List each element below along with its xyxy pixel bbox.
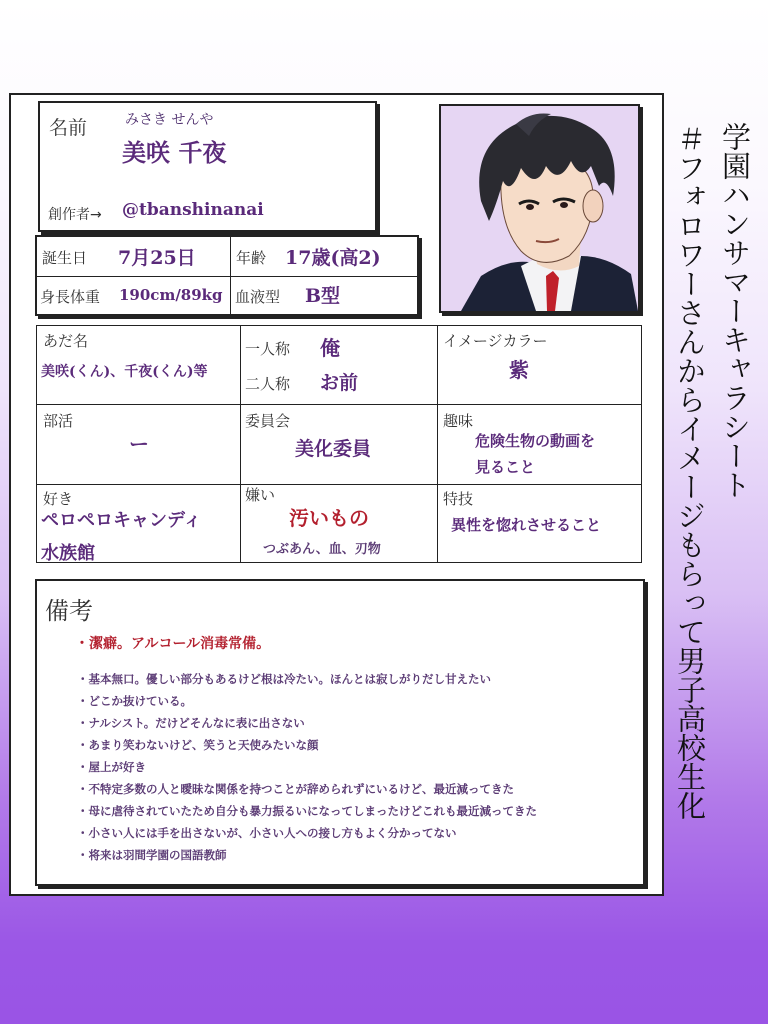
image-color-value: 紫 xyxy=(509,358,529,382)
hobby-label: 趣味 xyxy=(443,412,474,430)
remark-note-item: ・母に虐待されていたため自分も暴力振るいになってしまったけどこれも最近減ってきた xyxy=(77,804,537,818)
dislikes-main-value: 汚いもの xyxy=(289,506,369,530)
character-portrait xyxy=(439,104,640,313)
club-label: 部活 xyxy=(43,412,74,430)
dislikes-sub-value: つぶあん、血、刃物 xyxy=(263,542,381,557)
body-value: 190cm/89kg xyxy=(119,286,223,304)
hobby-value-line2: 見ること xyxy=(475,458,536,476)
remark-note-item: ・あまり笑わないけど、笑うと天使みたいな顔 xyxy=(77,738,319,752)
skill-label: 特技 xyxy=(443,490,474,508)
remarks-box xyxy=(35,579,645,886)
dislikes-label: 嫌い xyxy=(245,486,276,504)
name-label: 名前 xyxy=(49,117,88,139)
stats-box xyxy=(35,235,419,316)
nickname-value: 美咲(くん)、千夜(くん)等 xyxy=(41,364,208,380)
remark-note-item: ・基本無口。優しい部分もあるけど根は冷たい。ほんとは寂しがりだし甘えたい xyxy=(77,672,491,686)
committee-label: 委員会 xyxy=(245,412,291,430)
skill-value: 異性を惚れさせること xyxy=(451,516,602,534)
nickname-label: あだ名 xyxy=(43,332,89,350)
likes-value-line1: ペロペロキャンディ xyxy=(41,510,202,531)
first-person-value: 俺 xyxy=(320,336,340,360)
remark-note-item: ・将来は羽間学園の国語教師 xyxy=(77,848,227,862)
creator-handle[interactable]: @tbanshinanai xyxy=(122,200,264,220)
second-person-value: お前 xyxy=(320,372,359,394)
portrait-illustration xyxy=(441,106,638,311)
hobby-value-line1: 危険生物の動画を xyxy=(475,432,596,450)
remarks-highlight: ・潔癖。アルコール消毒常備。 xyxy=(75,636,271,652)
remark-note-item: ・ナルシスト。だけどそんなに表に出さない xyxy=(77,716,305,730)
body-label: 身長体重 xyxy=(40,288,101,306)
image-color-label: イメージカラー xyxy=(443,332,548,350)
name-reading: みさき せんや xyxy=(125,112,214,128)
remark-note-item: ・屋上が好き xyxy=(77,760,146,774)
name-box xyxy=(38,101,377,232)
birthday-value: 7月25日 xyxy=(118,247,196,269)
likes-label: 好き xyxy=(43,490,74,508)
first-person-label: 一人称 xyxy=(245,340,291,358)
age-label: 年齢 xyxy=(236,249,267,267)
character-name: 美咲 千夜 xyxy=(122,138,227,167)
birthday-label: 誕生日 xyxy=(42,249,88,267)
remarks-title: 備考 xyxy=(45,597,93,625)
creator-label: 創作者→ xyxy=(48,207,102,223)
likes-value-line2: 水族館 xyxy=(41,543,95,564)
side-title-line2: ＃フォロワーさんからイメージもらって男子高校生化 xyxy=(673,124,707,820)
traits-grid xyxy=(36,325,642,563)
club-value: ー xyxy=(129,432,149,456)
second-person-label: 二人称 xyxy=(245,375,291,393)
remark-note-item: ・小さい人には手を出さないが、小さい人への接し方もよく分かってない xyxy=(77,826,457,840)
age-value: 17歳(高2) xyxy=(285,247,381,269)
character-sheet-card xyxy=(9,93,664,896)
blood-label: 血液型 xyxy=(235,288,281,306)
remark-note-item: ・不特定多数の人と曖昧な関係を持つことが辞められずにいるけど、最近減ってきた xyxy=(77,782,514,796)
committee-value: 美化委員 xyxy=(295,438,372,460)
blood-value: B型 xyxy=(305,285,341,307)
side-title-line1: 学園ハンサマーキャラシート xyxy=(718,122,752,499)
remark-note-item: ・どこか抜けている。 xyxy=(77,694,192,708)
